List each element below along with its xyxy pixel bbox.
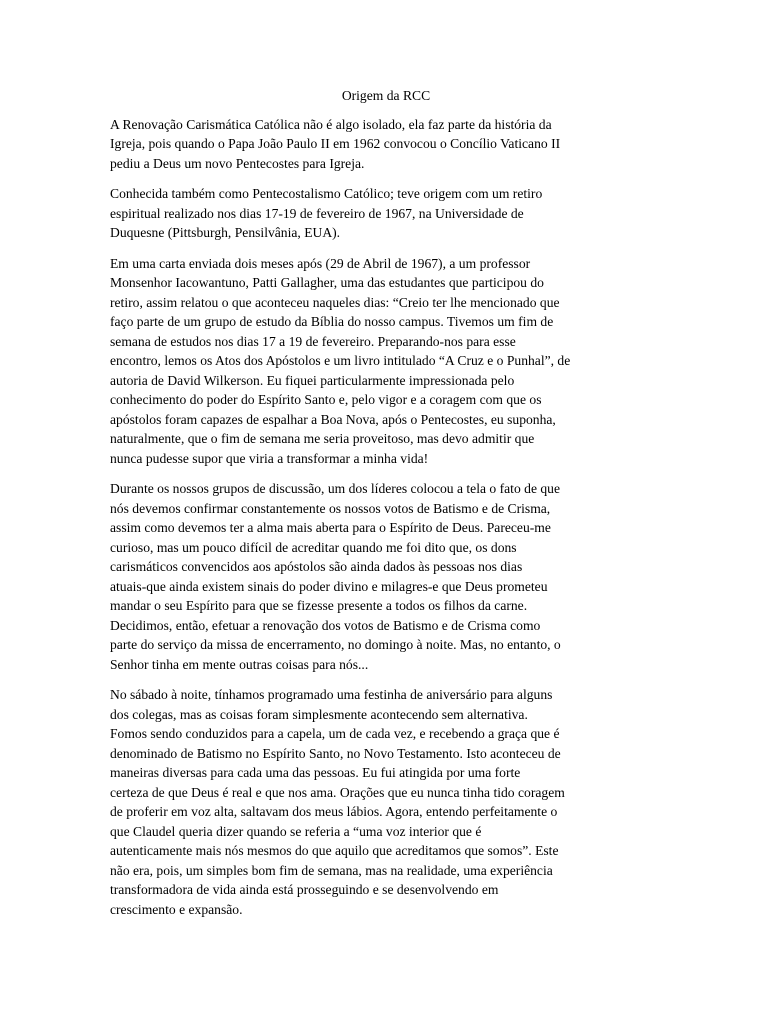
paragraph-2: Conhecida também como Pentecostalismo Católico; teve origem com um retiro espiritual realizado nos dias 17-19 de fevereiro de 1967, na Universidade de Duquesne (Pittsburgh, Pensilvânia, EUA). bbox=[110, 186, 543, 240]
document-page bbox=[110, 86, 662, 930]
paragraph-5: No sábado à noite, tínhamos programado uma festinha de aniversário para alguns dos colegas, mas as coisas foram simplesmente acontecendo sem alternativa. Fomos sendo conduzidos para a capela, um de cada vez, e recebendo a graça que é denominado de Batismo no Espírito Santo, no Novo Testamento. Isto aconteceu de maneiras diversas para cada uma das pessoas. Eu fui atingida por uma forte certeza de que Deus é real e que nos ama. Orações que eu nunca tinha tido coragem de proferir em voz alta, saltavam dos meus lábios. Agora, entendo perfeitamente o que Claudel queria dizer quando se referia a “uma voz interior que é autenticamente mais nós mesmos do que aquilo que acreditamos que somos”. Este não era, pois, um simples bom fim de semana, mas na realidade, uma experiência transformadora de vida ainda está prosseguindo e se desenvolvendo em crescimento e expansão. bbox=[110, 687, 565, 917]
paragraph-3: Em uma carta enviada dois meses após (29 de Abril de 1967), a um professor Monsenhor Iacowantuno, Patti Gallagher, uma das estudantes que participou do retiro, assim relatou o que aconteceu naqueles dias: “Creio ter lhe mencionado que faço parte de um grupo de estudo da Bíblia do nosso campus. Tivemos um fim de semana de estudos nos dias 17 a 19 de fevereiro. Preparando-nos para esse encontro, lemos os Atos dos Apóstolos e um livro intitulado “A Cruz e o Punhal”, de autoria de David Wilkerson. Eu fiquei particularmente impressionada pelo conhecimento do poder do Espírito Santo e, pelo vigor e a coragem com que os apóstolos foram capazes de espalhar a Boa Nova, após o Pentecostes, eu suponha, naturalmente, que o fim de semana me seria proveitoso, mas devo admitir que nunca pudesse supor que viria a transformar a minha vida! bbox=[110, 255, 571, 466]
paragraph-1: A Renovação Carismática Católica não é algo isolado, ela faz parte da história da Igreja, pois quando o Papa João Paulo II em 1962 convocou o Concílio Vaticano II pediu a Deus um novo Pentecostes para Igreja. bbox=[110, 116, 561, 171]
document-title: Origem da RCC bbox=[341, 88, 431, 103]
paragraph-4: Durante os nossos grupos de discussão, um dos líderes colocou a tela o fato de que nós devemos confirmar constantemente os nossos votos de Batismo e de Crisma, assim como devemos ter a alma mais aberta para o Espírito de Deus. Pareceu-me curioso, mas um pouco difícil de acreditar quando me foi dito que, os dons carismáticos convencidos aos apóstolos são ainda dados às pessoas nos dias atuais-que ainda existem sinais do poder divino e milagres-e que Deus prometeu mandar o seu Espírito para que se fizesse presente a todos os filhos da carne. Decidimos, então, efetuar a renovação dos votos de Batismo e de Crisma como parte do serviço da missa de encerramento, no domingo à noite. Mas, no entanto, o Senhor tinha em mente outras coisas para nós... bbox=[110, 481, 561, 672]
